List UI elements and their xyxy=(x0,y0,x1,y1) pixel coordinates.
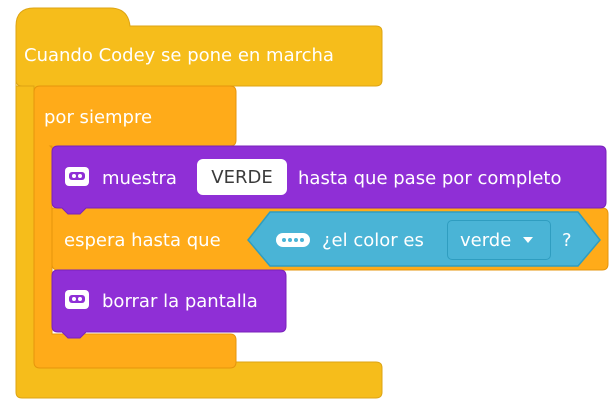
wait-block[interactable] xyxy=(52,208,242,270)
show-text-input[interactable]: VERDE xyxy=(197,159,287,195)
forever-block[interactable] xyxy=(34,86,236,146)
hat-block[interactable] xyxy=(16,8,382,86)
color-dropdown[interactable] xyxy=(447,220,551,260)
clear-block[interactable] xyxy=(52,270,286,332)
color-sensor-suffix: ? xyxy=(562,230,572,251)
hat-block-label: Cuando Codey se pone en marcha xyxy=(24,45,334,66)
clear-block-label: borrar la pantalla xyxy=(102,291,258,312)
chevron-down-icon xyxy=(523,237,533,243)
wait-block-label: espera hasta que xyxy=(64,230,221,251)
color-dropdown-value: verde xyxy=(460,229,512,251)
color-sensor-icon xyxy=(276,233,310,247)
show-block-verb: muestra xyxy=(102,168,177,189)
show-block-suffix: hasta que pase por completo xyxy=(298,168,562,189)
color-sensor-prefix: ¿el color es xyxy=(322,230,424,251)
forever-block-label: por siempre xyxy=(44,107,153,128)
